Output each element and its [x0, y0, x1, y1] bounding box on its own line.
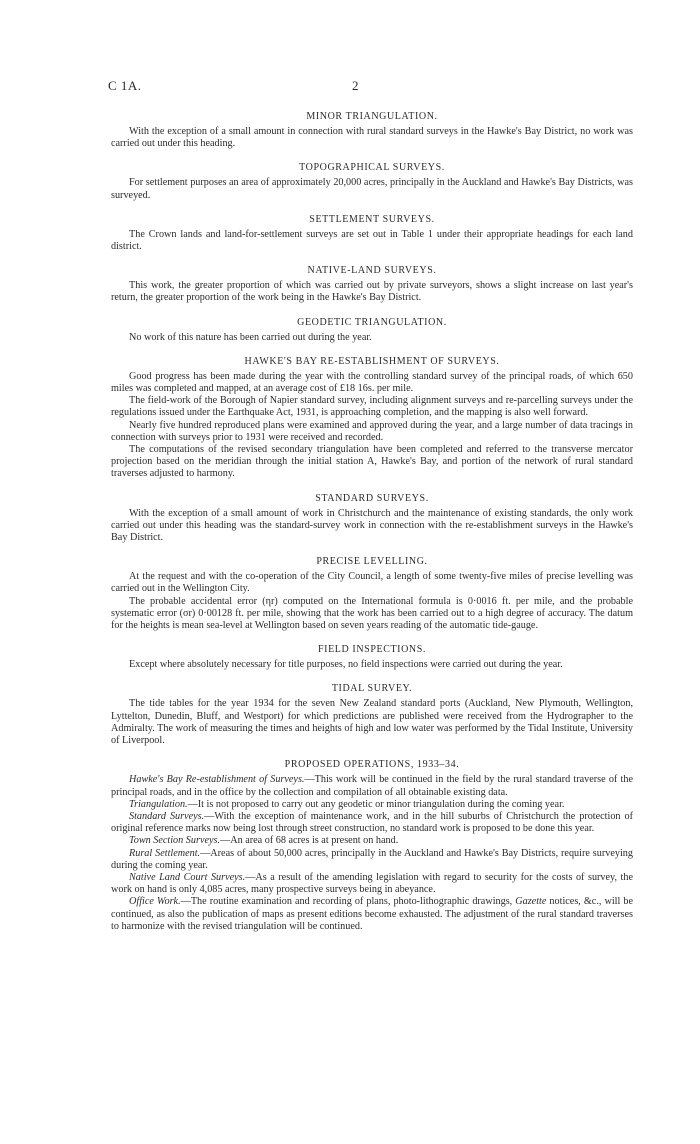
paragraph: The field-work of the Borough of Napier standard survey, including alignment surveys and re-parcelling surveys under the regulations issued under the Earthquake Act, 1931, is approaching completion, and the mapping is also well forward. — [111, 395, 633, 419]
paragraph: The probable accidental error (ηr) computed on the International formula is 0·0016 ft. per mile, and the probable systematic error (σr) 0·00128 ft. per mile, showing that the work has been carried out to a high degree of accuracy. The datum for the heights is mean sea-level at Wellington based on seven years reading of the automatic tide-gauge. — [111, 595, 633, 632]
paragraph: The tide tables for the year 1934 for the seven New Zealand standard ports (Auckland, New Plymouth, Wellington, Lyttelton, Dunedin, Bluff, and Westport) for which predictions are published were received from the Hydrographer to the Admiralty. The work of measuring the times and heights of high and low water was performed by the Tidal Institute, University of Liverpool. — [111, 698, 633, 747]
paragraph-text: —The routine examination and recording of plans, photo-lithographic drawings, — [180, 896, 516, 908]
paragraph — [111, 774, 633, 798]
paragraph: No work of this nature has been carried out during the year. — [129, 331, 372, 343]
paragraph-text: —It is not proposed to carry out any geodetic or minor triangulation during the coming year. — [187, 798, 565, 810]
paragraph-text: —This work will be continued in the field by the rural standard traverse of the principal roads, and in the office by the collection and compilation of all obtainable existing data. — [111, 774, 633, 798]
paragraph: The Crown lands and land-for-settlement surveys are set out in Table 1 under their appropriate headings for each land district. — [111, 228, 633, 253]
paragraph-text: —An area of 68 acres is at present on hand. — [220, 835, 399, 847]
document-code: C 1A. — [108, 78, 142, 93]
run-in-heading: Native Land Court Surveys. — [129, 871, 246, 883]
paragraph-text: —Areas of about 50,000 acres, principally in the Auckland and Hawke's Bay Districts, require surveying during the coming year. — [111, 847, 633, 871]
document-page — [108, 0, 634, 933]
run-in-heading: Triangulation. — [129, 798, 188, 810]
paragraph-text: —As a result of the amending legislation with regard to security for the costs of survey, the work on hand is only 4,085 acres, many prospective surveys being in abeyance. — [111, 871, 634, 896]
paragraph-text: —With the exception of maintenance work, and in the hill suburbs of Christchurch the protection of original reference marks now being lost through street construction, no standard work is proposed to be done this year. — [111, 810, 633, 835]
paragraph: At the request and with the co-operation of the City Council, a length of some twenty-five miles of precise levelling was carried out in the Wellington City. — [111, 571, 633, 595]
heading-minor-triangulation: MINOR TRIANGULATION. — [306, 111, 438, 122]
paragraph — [111, 848, 633, 872]
paragraph: With the exception of a small amount of work in Christchurch and the maintenance of existing standards, the only work carried out under this heading was the standard-survey work in connection with the re-establishment surveys in the Hawke's Bay District. — [111, 507, 633, 544]
run-in-heading: Hawke's Bay Re-establishment of Surveys. — [129, 774, 305, 786]
page-header — [108, 0, 633, 100]
paragraph-text: notices, &c., will be continued, as also the publication of maps as present editions become exhausted. The adjustment of the rural standard traverses to harmonize with the revised triangulation will be continued. — [111, 896, 633, 932]
paragraph — [111, 799, 633, 811]
heading-tidal-survey: TIDAL SURVEY. — [331, 683, 413, 695]
heading-standard-surveys: STANDARD SURVEYS. — [315, 492, 429, 504]
run-in-heading: Rural Settlement. — [129, 847, 201, 859]
heading-precise-levelling: PRECISE LEVELLING. — [316, 556, 428, 568]
paragraph: With the exception of a small amount in connection with rural standard surveys in the Hawke's Bay District, no work was carried out under this heading. — [111, 126, 633, 150]
heading-settlement-surveys: SETTLEMENT SURVEYS. — [309, 213, 435, 225]
paragraph — [111, 872, 633, 896]
gazette-italic: Gazette — [515, 896, 547, 908]
paragraph: The computations of the revised secondary triangulation have been completed and referred to the transverse mercator projection based on the meridian through the initial station A, Hawke's Bay, and portion of the network of rural standard traverses adjusted to harmony. — [111, 444, 633, 480]
paragraph: Good progress has been made during the year with the controlling standard survey of the principal roads, of which 650 miles was completed and mapped, at an average cost of £18 16s. per mile. — [111, 370, 633, 395]
paragraph: Nearly five hundred reproduced plans were examined and approved during the year, and a large number of data tracings in connection with surveys prior to 1931 were received and recorded. — [111, 419, 633, 443]
paragraph — [111, 896, 633, 933]
heading-proposed-operations: PROPOSED OPERATIONS, 1933–34. — [284, 759, 460, 771]
run-in-heading: Office Work. — [129, 896, 181, 908]
heading-field-inspections: FIELD INSPECTIONS. — [317, 644, 427, 656]
heading-hawkes-bay-re-establishment: HAWKE'S BAY RE-ESTABLISHMENT OF SURVEYS. — [244, 355, 500, 367]
paragraph — [111, 835, 633, 847]
paragraph: For settlement purposes an area of approximately 20,000 acres, principally in the Auckland and Hawke's Bay Districts, was surveyed. — [111, 177, 633, 201]
run-in-heading: Town Section Surveys. — [129, 835, 221, 847]
paragraph — [111, 811, 633, 835]
heading-geodetic-triangulation: GEODETIC TRIANGULATION. — [297, 316, 447, 328]
paragraph: Except where absolutely necessary for title purposes, no field inspections were carried out during the year. — [129, 659, 563, 671]
page-number: 2 — [352, 78, 359, 93]
paragraph: This work, the greater proportion of which was carried out by private surveyors, shows a slight increase on last year's return, the greater proportion of the work being in the Hawke's Bay District. — [111, 280, 633, 304]
heading-topographical-surveys: TOPOGRAPHICAL SURVEYS. — [299, 162, 445, 174]
heading-native-land-surveys: NATIVE-LAND SURVEYS. — [307, 265, 437, 277]
run-in-heading: Standard Surveys. — [129, 810, 205, 822]
